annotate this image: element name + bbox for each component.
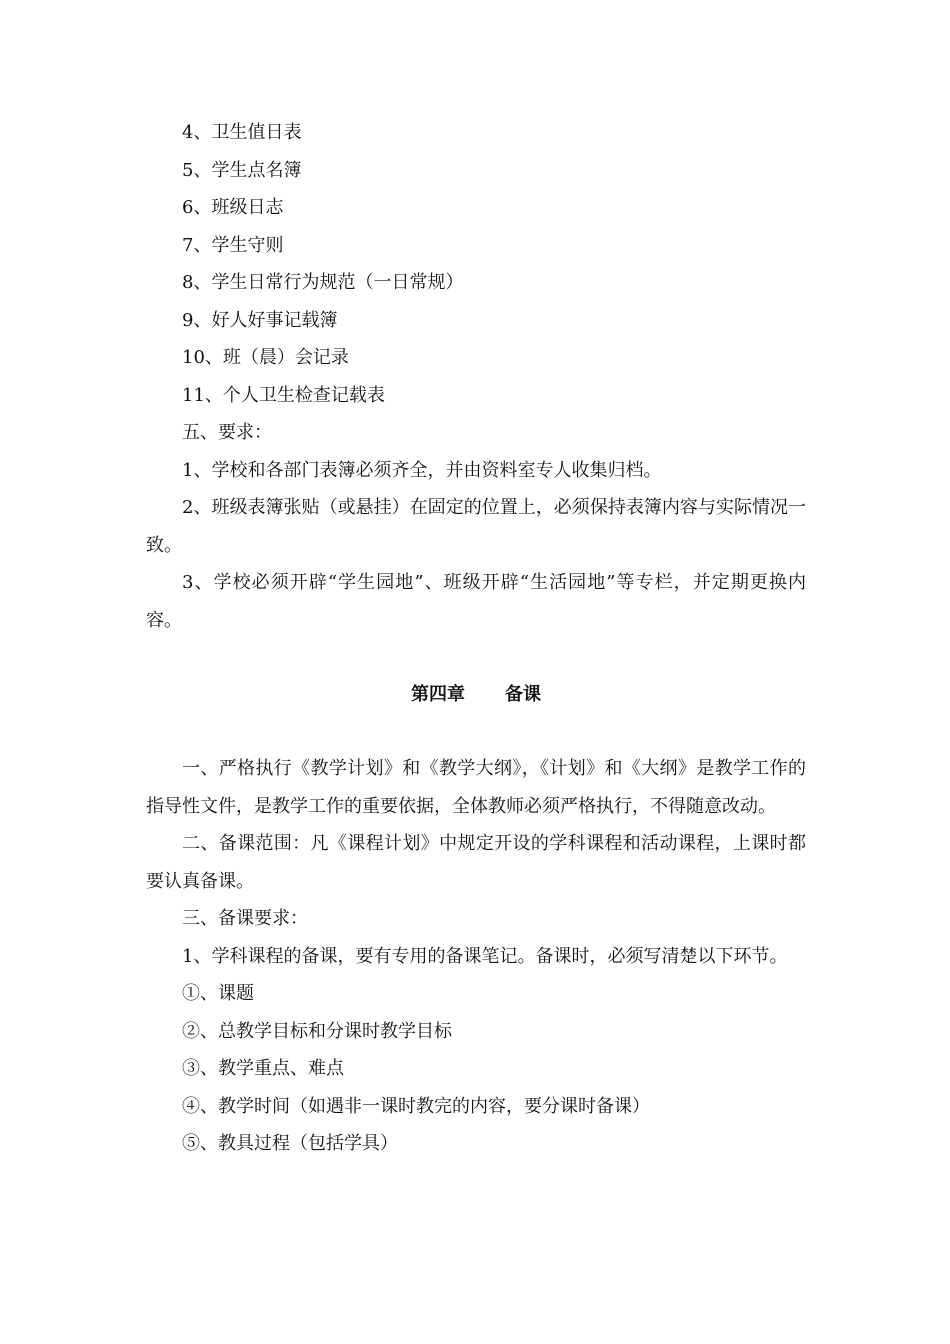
list-item: 5、学生点名簿 bbox=[182, 159, 302, 181]
list-item: 11、个人卫生检查记载表 bbox=[182, 384, 385, 406]
list-item: ③、教学重点、难点 bbox=[182, 1058, 344, 1079]
list-item: 9、好人好事记载簿 bbox=[182, 309, 338, 331]
paragraph: 二、备课范围：凡《课程计划》中规定开设的学科课程和活动课程，上课时都要认真备课。 bbox=[146, 833, 806, 892]
chapter-heading bbox=[146, 676, 806, 714]
chapter-title: 备课 bbox=[505, 684, 541, 705]
list-item: ①、课题 bbox=[182, 983, 254, 1004]
list-item: 7、学生守则 bbox=[182, 234, 284, 256]
requirement-item: 1、学校和各部门表簿必须齐全，并由资料室专人收集归档。 bbox=[182, 459, 662, 481]
list-item: 4、卫生值日表 bbox=[182, 122, 302, 143]
requirement-item: 1、学科课程的备课，要有专用的备课笔记。备课时，必须写清楚以下环节。 bbox=[182, 945, 788, 967]
section-heading: 五、要求： bbox=[182, 422, 272, 443]
section-heading: 三、备课要求： bbox=[182, 908, 308, 929]
list-item: 8、学生日常行为规范（一日常规） bbox=[182, 272, 464, 293]
chapter-number: 第四章 bbox=[411, 684, 465, 705]
page-content bbox=[146, 114, 806, 1163]
list-item: 10、班（晨）会记录 bbox=[182, 347, 349, 368]
list-item: 6、班级日志 bbox=[182, 197, 284, 218]
list-item: ②、总教学目标和分课时教学目标 bbox=[182, 1020, 452, 1042]
list-item: ④、教学时间（如遇非一课时教完的内容，要分课时备课） bbox=[182, 1095, 650, 1117]
requirement-item: 2、班级表簿张贴（或悬挂）在固定的位置上，必须保持表簿内容与实际情况一致。 bbox=[146, 497, 806, 556]
list-item: ⑤、教具过程（包括学具） bbox=[182, 1133, 398, 1154]
requirement-item: 3、学校必须开辟“学生园地”、班级开辟“生活园地”等专栏，并定期更换内容。 bbox=[146, 572, 806, 631]
paragraph: 一、严格执行《教学计划》和《教学大纲》，《计划》和《大纲》是教学工作的指导性文件，是教学工作的重要依据，全体教师必须严格执行，不得随意改动。 bbox=[146, 758, 806, 817]
